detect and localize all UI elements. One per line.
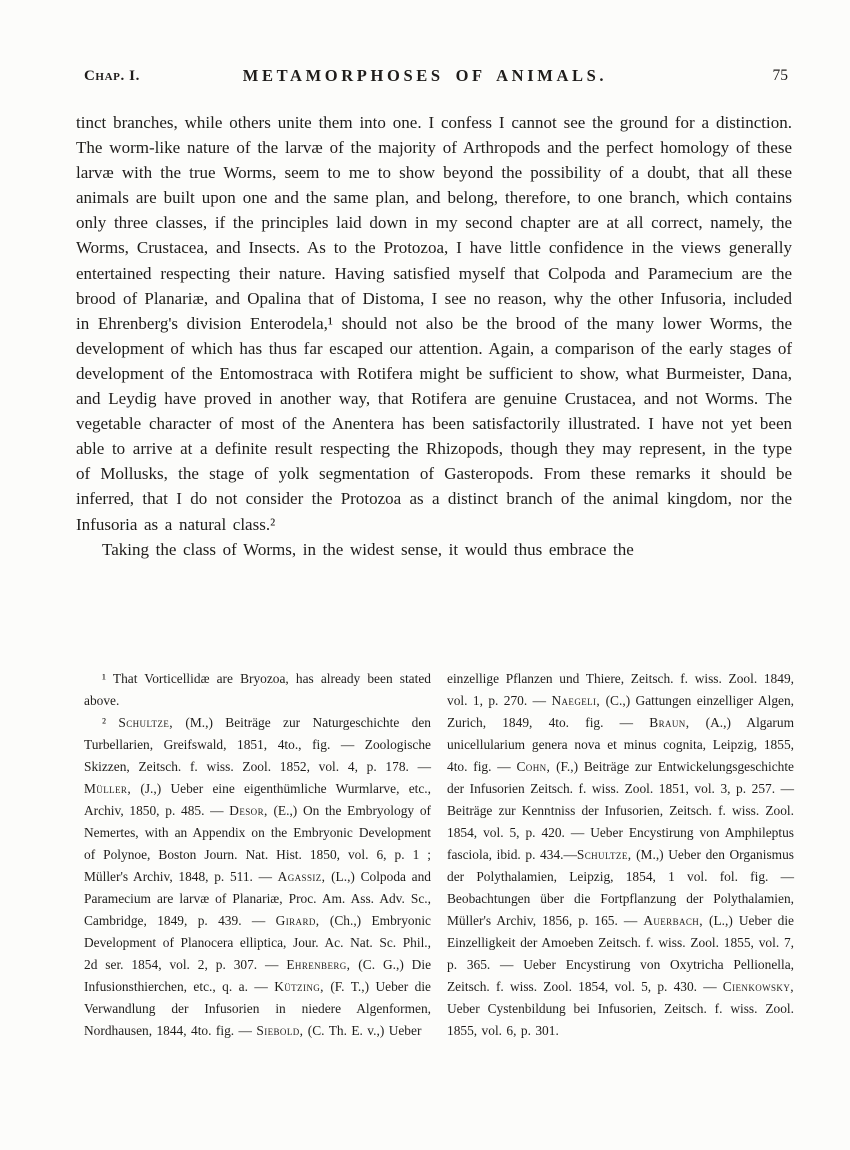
page-title: METAMORPHOSES OF ANIMALS. bbox=[242, 66, 608, 85]
footnote-text: (M.,) Beiträge zur Naturgeschichte den Turbellarien, Greifswald, 1851, 4to., fig. — Zoologische Skizzen, Zeitsch. f. wiss. Zool. 1852, vol. 4, p. 178. — bbox=[84, 715, 431, 774]
footnote-text: (L.,) Colpoda and Paramecium are larvæ of Planariæ, Proc. Am. Ass. Adv. Sc., Cambridge, 1849, p. 439. — bbox=[84, 869, 431, 928]
footnote-paragraph bbox=[84, 712, 431, 1042]
footnote-text: (E.,) On the Embryology of Nemertes, with an Appendix on the Embryonic Development of Polynoe, Boston Journ. Nat. Hist. 1850, vol. 6, p. 1 ; Müller's Archiv, 1848, p. 511. — bbox=[84, 803, 431, 884]
footnote-text: (F.,) Beiträge zur Entwickelungsgeschichte der Infusorien Zeitsch. f. wiss. Zool. 1851, vol. 3, p. 257. — Beiträge zur Kenntniss der Infusorien, Zeitsch. f. wiss. Zool. 1854, vol. 5, p. 420. — Ueber Encystirung von Amphileptus fasciola, ibid. p. 434.— bbox=[447, 759, 794, 862]
main-text-block bbox=[76, 110, 792, 562]
footnote-column-right bbox=[447, 668, 794, 1042]
author-name: Desor, bbox=[229, 803, 268, 818]
footnote-text: (C.,) Gattungen einzelliger Algen, Zurich, 1849, 4to. fig. — bbox=[447, 693, 795, 730]
footnote-text: Ueber Cystenbildung bei Infusorien, Zeitsch. f. wiss. Zool. 1855, vol. 6, p. 301. bbox=[447, 1001, 794, 1038]
footnote-text: (C. G.,) Die Infusionsthierchen, etc., q. a. — bbox=[84, 957, 432, 994]
body-paragraph-new: Taking the class of Worms, in the widest sense, it would thus embrace the bbox=[102, 539, 634, 559]
footnote-text: ¹ That Vorticellidæ are Bryozoa, has already been stated above. bbox=[84, 671, 431, 708]
footnotes-section bbox=[84, 668, 794, 1042]
author-name: Schultze, bbox=[118, 715, 173, 730]
footnote-text: (A.,) Algarum unicellularium genera nova et minus cognita, Leipzig, 1855, 4to. fig. — bbox=[447, 715, 794, 774]
running-header bbox=[0, 66, 850, 90]
footnote-text: (F. T.,) Ueber die Verwandlung der Infusorien in niedere Algenformen, Nordhausen, 1844, 4to. fig. — bbox=[84, 979, 431, 1038]
chapter-label: Chap. I. bbox=[84, 68, 140, 84]
author-name: Girard, bbox=[275, 913, 320, 928]
author-name: Cienkowsky, bbox=[722, 979, 794, 994]
footnote-text: einzellige Pflanzen und Thiere, Zeitsch. f. wiss. Zool. 1849, vol. 1, p. 270. — bbox=[447, 671, 794, 708]
footnote-text: (M.,) Ueber den Organismus der Polythalamien, Leipzig, 1854, 1 vol. fol. fig. — Beobachtungen über die Fortpflanzung der Polythalamien, Müller's Archiv, 1856, p. 165. — bbox=[447, 847, 794, 928]
footnote-paragraph bbox=[84, 668, 431, 712]
footnote-text: (J.,) Ueber eine eigenthümliche Wurmlarve, etc., Archiv, 1850, p. 485. — bbox=[84, 781, 431, 818]
author-name: Schultze, bbox=[576, 847, 632, 862]
author-name: Cohn, bbox=[516, 759, 551, 774]
footnote-paragraph bbox=[447, 668, 794, 1042]
footnote-text: ² bbox=[102, 715, 119, 730]
author-name: Naegeli, bbox=[551, 693, 601, 708]
author-name: Kützing, bbox=[274, 979, 324, 994]
author-name: Agassiz, bbox=[277, 869, 326, 884]
footnote-text: (L.,) Ueber die Einzelligkeit der Amoeben Zeitsch. f. wiss. Zool. 1855, vol. 7, p. 365. — Ueber Encystirung von Oxytricha Pellionella, Zeitsch. f. wiss. Zool. 1854, vol. 5, p. 430. — bbox=[447, 913, 794, 994]
footnote-text: (Ch.,) Embryonic Development of Planocera elliptica, Jour. Ac. Nat. Sc. Phil., 2d ser. 1854, vol. 2, p. 307. — bbox=[84, 913, 431, 972]
footnote-text: (C. Th. E. v.,) Ueber bbox=[303, 1023, 422, 1038]
author-name: Ehrenberg, bbox=[286, 957, 351, 972]
author-name: Müller, bbox=[84, 781, 132, 796]
footnote-column-left bbox=[84, 668, 431, 1042]
author-name: Siebold, bbox=[256, 1023, 304, 1038]
author-name: Auerbach, bbox=[643, 913, 703, 928]
author-name: Braun, bbox=[649, 715, 690, 730]
body-paragraph-continuation: tinct branches, while others unite them into one. I confess I cannot see the ground for a distinction. The worm-like nature of the larvæ of the majority of Arthropods and the perfect homology of these larvæ with the true Worms, seem to me to show beyond the possibility of a doubt, that all these animals are built upon one and the same plan, and belong, therefore, to one branch, which contains only three classes, if the principles laid down in my second chapter are at all correct, namely, the Worms, Crustacea, and Insects. As to the Protozoa, I have little confidence in the views generally entertained respecting their nature. Having satisfied myself that Colpoda and Paramecium are the brood of Planariæ, and Opalina that of Distoma, I see no reason, why the other Infusoria, included in Ehrenberg's division Enterodela,¹ should not also be the brood of the many lower Worms, the development of which has thus far escaped our attention. Again, a comparison of the early stages of development of the Entomostraca with Rotifera might be sufficient to show, what Burmeister, Dana, and Leydig have proved in another way, that Rotifera are genuine Crustacea, and not Worms. The vegetable character of most of the Anentera has been satisfactorily illustrated. I have not yet been able to arrive at a definite result respecting the Rhizopods, though they may represent, in the type of Mollusks, the stage of yolk segmentation of Gasteropods. From these remarks it should be inferred, that I do not consider the Protozoa as a distinct branch of the animal kingdom, nor the Infusoria as a natural class.² bbox=[76, 113, 792, 534]
page-number: 75 bbox=[772, 67, 788, 84]
